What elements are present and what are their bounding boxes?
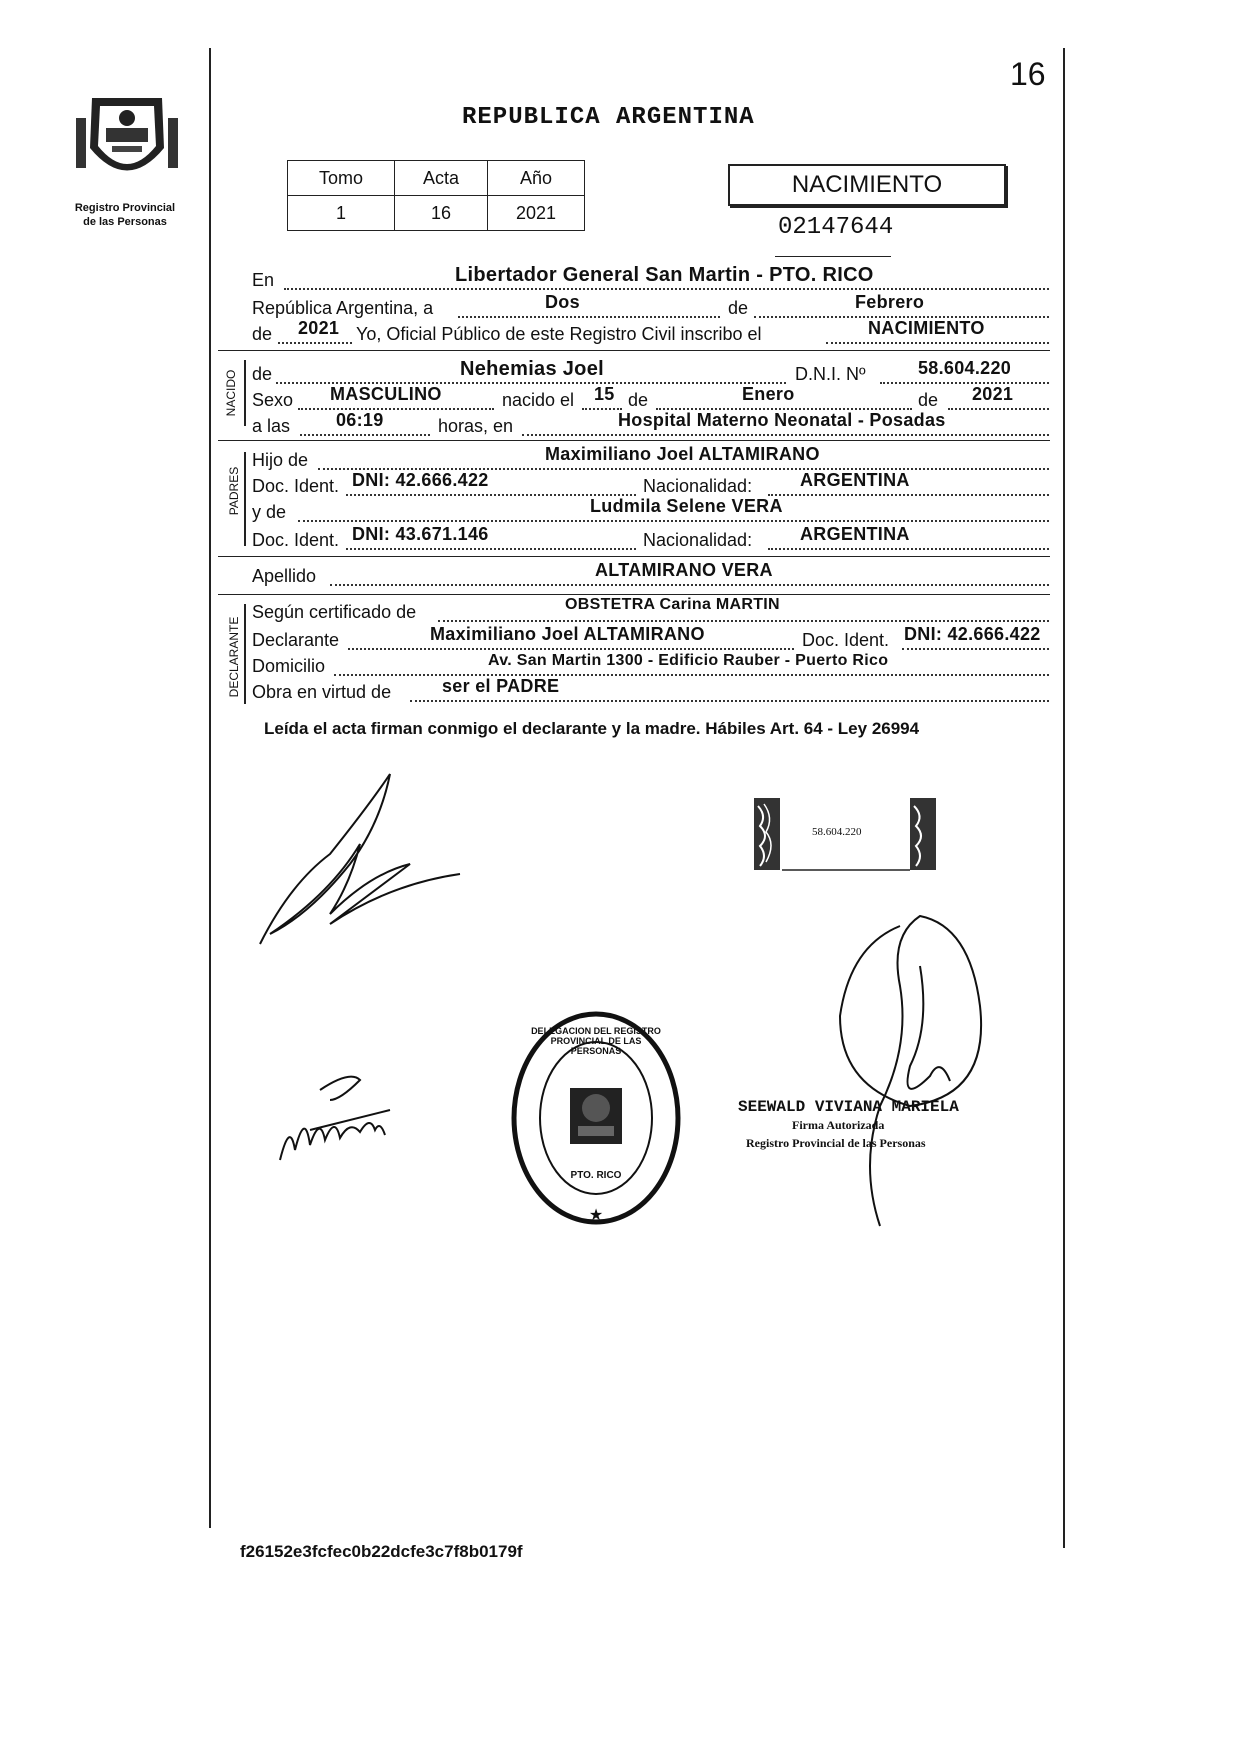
nac-day-dots <box>582 408 622 410</box>
nac-de-label-2: de <box>918 390 939 410</box>
padres-top-rule <box>218 440 1050 441</box>
logo-text-bottom: MISIONES <box>110 176 150 185</box>
record-type-box <box>728 164 1006 206</box>
madre-nac-dots <box>768 548 1049 550</box>
declarante-value: Maximiliano Joel ALTAMIRANO <box>430 624 705 644</box>
stamp-outer-text: DELEGACION DEL REGISTRO PROVINCIAL DE LAS PERSONAS <box>531 1026 661 1056</box>
page-number: 16 <box>1010 56 1046 92</box>
nacido-top-rule <box>218 350 1050 351</box>
serial-underline <box>775 256 891 257</box>
segun-label: Según certificado de <box>252 602 417 622</box>
declarante-doc-value: DNI: 42.666.422 <box>904 624 1041 644</box>
month-value: Febrero <box>855 292 925 312</box>
table-header-anio: Año <box>488 161 585 196</box>
madre-nac-label: Nacionalidad: <box>643 530 753 550</box>
lugar-value: Hospital Materno Neonatal - Posadas <box>618 410 946 430</box>
de-label-2: de <box>252 324 273 344</box>
sexo-value: MASCULINO <box>330 384 442 404</box>
record-type-label: NACIMIENTO <box>791 171 943 198</box>
footer-hash: f26152e3fcfec0b22dcfe3c7f8b0179f <box>240 1542 523 1561</box>
oficial-text: Yo, Oficial Público de este Registro Civil inscribo el <box>356 324 762 344</box>
apellido-label: Apellido <box>252 566 317 586</box>
declarante-doc-label: Doc. Ident. <box>802 630 890 650</box>
inscribo-dots <box>826 342 1049 344</box>
apellido-bottom-rule <box>218 594 1050 595</box>
sexo-label: Sexo <box>252 390 294 410</box>
official-stamp <box>506 1008 686 1228</box>
day-value: Dos <box>545 292 580 312</box>
nombre-value: Nehemias Joel <box>460 358 604 380</box>
obra-value: ser el PADRE <box>442 676 560 696</box>
nac-de-label-1: de <box>628 390 649 410</box>
madre-doc-dots <box>346 548 636 550</box>
madre-dots <box>298 520 1049 522</box>
fingerprint-box <box>752 796 938 874</box>
padre-doc-label: Doc. Ident. <box>252 476 340 496</box>
domicilio-value: Av. San Martin 1300 - Edificio Rauber - Puerto Rico <box>488 652 889 669</box>
fingerprint-number: 58.604.220 <box>812 826 862 838</box>
apellido-value: ALTAMIRANO VERA <box>595 560 773 580</box>
nacido-divider <box>244 360 246 426</box>
official-name: SEEWALD VIVIANA MARIELA <box>738 1098 959 1116</box>
table-header-acta: Acta <box>395 161 488 196</box>
stamp-inner-text: PTO. RICO <box>570 1170 622 1181</box>
nac-month-value: Enero <box>742 384 795 404</box>
mother-signature <box>270 1060 400 1170</box>
table-header-tomo: Tomo <box>288 161 395 196</box>
padres-divider <box>244 452 246 546</box>
segun-dots <box>438 620 1049 622</box>
dni-value: 58.604.220 <box>918 358 1012 378</box>
segun-value: OBSTETRA Carina MARTIN <box>565 596 780 613</box>
document-title: REPUBLICA ARGENTINA <box>462 104 755 131</box>
nacido-side-label: NACIDO <box>224 369 238 417</box>
de-label-1: de <box>728 298 749 318</box>
sexo-dots <box>298 408 494 410</box>
registry-name-line1: Registro Provincial <box>74 202 176 214</box>
nombre-label: de <box>252 364 273 384</box>
padres-bottom-rule <box>218 556 1050 557</box>
registry-logo <box>72 88 182 198</box>
obra-label: Obra en virtud de <box>252 682 392 702</box>
padres-side-label: PADRES <box>227 466 241 516</box>
table-value-tomo: 1 <box>288 196 395 231</box>
official-office: Registro Provincial de las Personas <box>746 1136 926 1150</box>
left-margin-line <box>209 48 211 1528</box>
hora-dots <box>300 434 430 436</box>
padre-name-value: Maximiliano Joel ALTAMIRANO <box>545 444 820 464</box>
inscribo-value: NACIMIENTO <box>868 318 985 338</box>
svg-text:★: ★ <box>588 1207 604 1224</box>
dni-label: D.N.I. Nº <box>795 364 866 384</box>
hijo-label: Hijo de <box>252 450 309 470</box>
nac-year-dots <box>948 408 1049 410</box>
padre-doc-value: DNI: 42.666.422 <box>352 470 489 490</box>
nac-day-value: 15 <box>594 384 615 404</box>
nacido-el-label: nacido el <box>502 390 575 410</box>
record-table <box>287 160 585 231</box>
declarante-doc-dots <box>902 648 1049 650</box>
madre-label: y de <box>252 502 287 522</box>
registry-name-line2: de las Personas <box>83 216 167 228</box>
en-dots <box>284 288 1049 290</box>
madre-doc-value: DNI: 43.671.146 <box>352 524 489 544</box>
obra-dots <box>410 700 1049 702</box>
table-value-anio: 2021 <box>488 196 585 231</box>
horas-en-label: horas, en <box>438 416 514 436</box>
right-margin-line <box>1063 48 1065 1548</box>
republica-label: República Argentina, a <box>252 298 434 318</box>
madre-doc-label: Doc. Ident. <box>252 530 340 550</box>
serial-number: 02147644 <box>778 214 894 241</box>
en-value: Libertador General San Martin - PTO. RICO <box>455 264 874 286</box>
madre-name-value: Ludmila Selene VERA <box>590 496 783 516</box>
alas-label: a las <box>252 416 291 436</box>
official-signature <box>820 906 1000 1236</box>
padre-nac-value: ARGENTINA <box>800 470 910 490</box>
year-dots <box>278 342 352 344</box>
official-title: Firma Autorizada <box>792 1118 885 1132</box>
en-label: En <box>252 270 275 290</box>
declarant-signature <box>250 764 500 954</box>
madre-nac-value: ARGENTINA <box>800 524 910 544</box>
closing-text: Leída el acta firman conmigo el declarante y la madre. Hábiles Art. 64 - Ley 26994 <box>264 719 920 738</box>
domicilio-label: Domicilio <box>252 656 326 676</box>
dni-dots <box>880 382 1049 384</box>
apellido-dots <box>330 584 1049 586</box>
year-value: 2021 <box>298 318 340 338</box>
declarante-dots <box>348 648 794 650</box>
logo-text-top: PROVINCIA DE <box>100 92 151 99</box>
lugar-dots <box>522 434 1049 436</box>
declarante-label: Declarante <box>252 630 340 650</box>
declarante-divider <box>244 604 246 704</box>
day-dots <box>458 316 720 318</box>
padre-nac-dots <box>768 494 1049 496</box>
padre-nac-label: Nacionalidad: <box>643 476 753 496</box>
declarante-side-label: DECLARANTE <box>227 616 241 698</box>
table-value-acta: 16 <box>395 196 488 231</box>
hora-value: 06:19 <box>336 410 384 430</box>
nac-year-value: 2021 <box>972 384 1014 404</box>
